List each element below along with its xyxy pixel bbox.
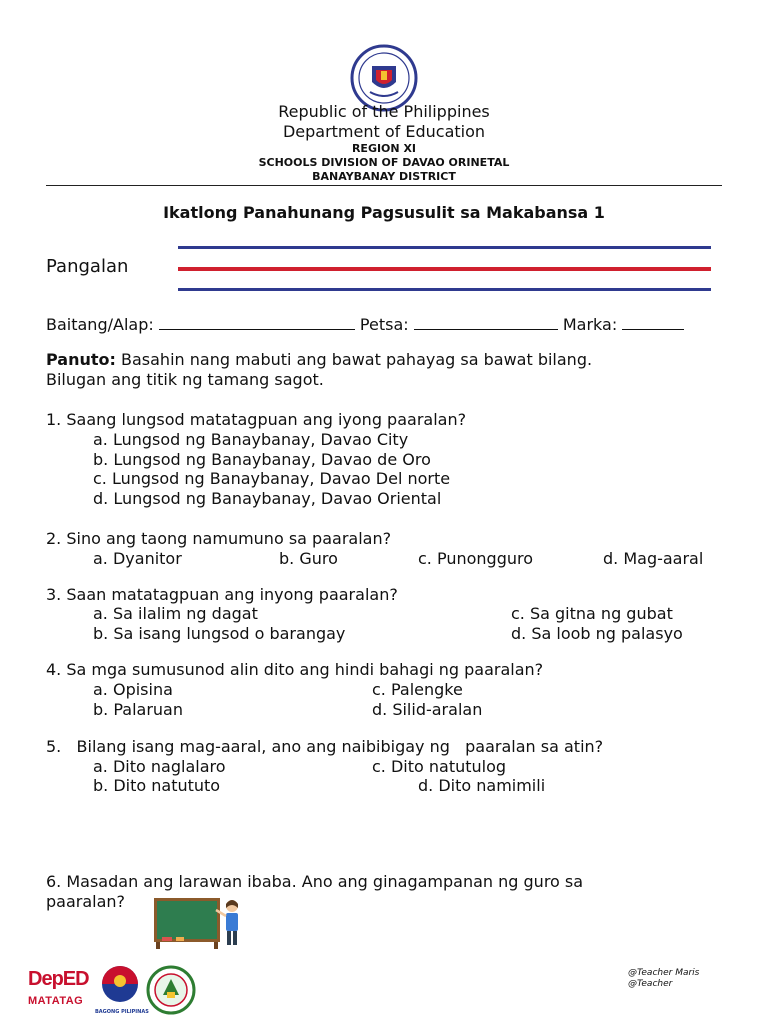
name-label: Pangalan <box>46 256 129 277</box>
credit-teacher-maris: @Teacher Maris <box>628 968 700 978</box>
instructions-text2: Bilugan ang titik ng tamang sagot. <box>46 370 324 389</box>
instructions-label: Panuto: <box>46 350 116 369</box>
score-blank[interactable] <box>622 315 684 330</box>
instructions-line1 <box>46 350 592 370</box>
q1-option-c[interactable]: c. Lungsod ng Banaybanay, Davao Del norte <box>93 469 451 488</box>
header-divider <box>46 185 722 186</box>
header-department: Department of Education <box>282 122 486 141</box>
bagong-pilipinas-text: BAGONG PILIPINAS <box>95 1009 149 1015</box>
info-row <box>46 315 684 335</box>
question-5: 5. Bilang isang mag-aaral, ano ang naibibigay ng paaralan sa atin? <box>46 737 604 756</box>
header-division: SCHOOLS DIVISION OF DAVAO ORINETAL <box>258 156 510 169</box>
deped-matatag-logo <box>28 968 88 1012</box>
date-label: Petsa: <box>359 315 409 334</box>
question-1: 1. Saang lungsod matatagpuan ang iyong paaralan? <box>46 410 467 429</box>
score-label: Marka: <box>562 315 618 334</box>
q4-option-a[interactable]: a. Opisina <box>93 680 173 699</box>
q4-option-b[interactable]: b. Palaruan <box>93 700 183 719</box>
q3-option-d[interactable]: d. Sa loob ng palasyo <box>511 624 683 643</box>
question-3: 3. Saan matatagpuan ang inyong paaralan? <box>46 585 398 604</box>
q2-option-d[interactable]: d. Mag-aaral <box>603 549 704 568</box>
q5-option-d[interactable]: d. Dito namimili <box>418 776 546 795</box>
q5-option-b[interactable]: b. Dito natututo <box>93 776 221 795</box>
question-2: 2. Sino ang taong namumuno sa paaralan? <box>46 529 392 548</box>
q3-option-b[interactable]: b. Sa isang lungsod o barangay <box>93 624 346 643</box>
matatag-text: MATATAG <box>28 995 84 1007</box>
q1-option-d[interactable]: d. Lungsod ng Banaybanay, Davao Oriental <box>93 489 442 508</box>
bagong-pilipinas-logo <box>95 964 149 1015</box>
banaybanay-district-seal-icon <box>145 965 197 1015</box>
q3-option-a[interactable]: a. Sa ilalim ng dagat <box>93 604 258 623</box>
q4-option-c[interactable]: c. Palengke <box>372 680 463 699</box>
q1-option-a[interactable]: a. Lungsod ng Banaybanay, Davao City <box>93 430 409 449</box>
exam-title: Ikatlong Panahunang Pagsusulit sa Makabansa 1 <box>163 203 605 222</box>
question-6-cont: paaralan? <box>46 892 126 911</box>
credit-teacher: @Teacher <box>628 979 673 989</box>
question-6: 6. Masadan ang larawan ibaba. Ano ang ginagampanan ng guro sa <box>46 872 584 891</box>
name-line-blue-top <box>178 246 711 249</box>
q5-option-c[interactable]: c. Dito natutulog <box>372 757 507 776</box>
header-district: BANAYBANAY DISTRICT <box>312 170 456 183</box>
q2-option-b[interactable]: b. Guro <box>279 549 338 568</box>
teacher-blackboard-icon <box>152 894 248 950</box>
name-line-red[interactable] <box>178 267 711 271</box>
name-line-blue-bottom <box>178 288 711 291</box>
date-blank[interactable] <box>414 315 558 330</box>
bagong-pilipinas-icon <box>95 964 145 1004</box>
q5-option-a[interactable]: a. Dito naglalaro <box>93 757 226 776</box>
grade-label: Baitang/Alap: <box>46 315 154 334</box>
deped-logo-text: DepED <box>28 968 89 990</box>
question-4: 4. Sa mga sumusunod alin dito ang hindi bahagi ng paaralan? <box>46 660 544 679</box>
instructions-text1: Basahin nang mabuti ang bawat pahayag sa bawat bilang. <box>115 350 593 369</box>
q4-option-d[interactable]: d. Silid-aralan <box>372 700 483 719</box>
header-region: REGION XI <box>351 142 417 155</box>
q2-option-a[interactable]: a. Dyanitor <box>93 549 182 568</box>
header-republic: Republic of the Philippines <box>278 102 490 121</box>
grade-blank[interactable] <box>159 315 355 330</box>
q2-option-c[interactable]: c. Punongguro <box>418 549 534 568</box>
q1-option-b[interactable]: b. Lungsod ng Banaybanay, Davao de Oro <box>93 450 431 469</box>
q3-option-c[interactable]: c. Sa gitna ng gubat <box>511 604 673 623</box>
